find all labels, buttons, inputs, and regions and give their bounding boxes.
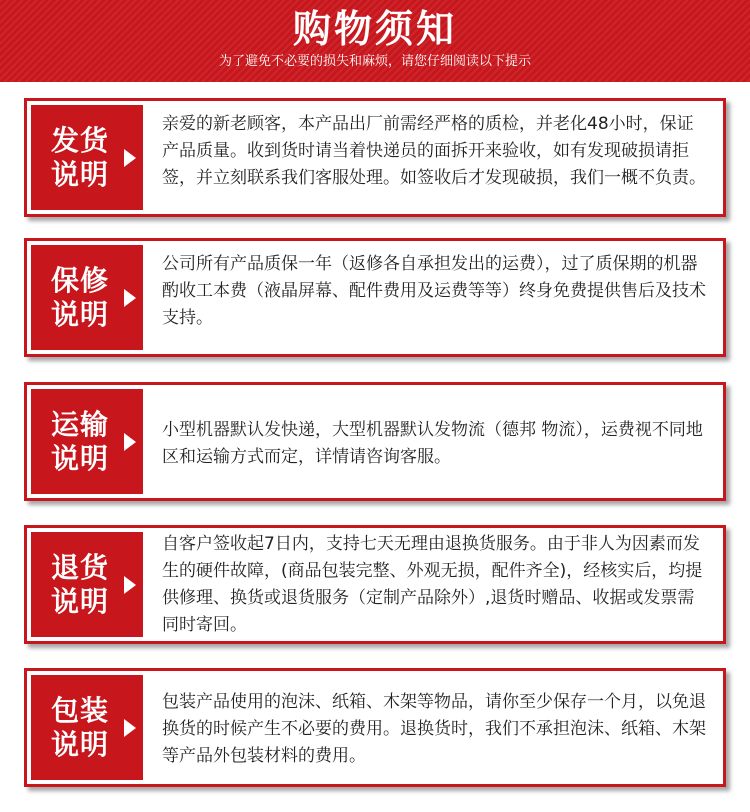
section-label-box [31,532,143,637]
section-label: 发货说明 [51,124,110,191]
triangle-right-icon [124,149,136,167]
notice-card-transport [24,382,726,501]
notice-card-warranty [24,238,726,357]
section-text: 包装产品使用的泡沫、纸箱、木架等物品，请你至少保存一个月，以免退换货的时候产生不必要的费用。退换货时，我们不承担泡沫、纸箱、木架等产品外包装材料的费用。 [162,692,706,766]
section-text: 亲爱的新老顾客，本产品出厂前需经严格的质检，并老化48小时，保证产品质量。收到货时请当着快递员的面拆开来验收，如有发现破损请拒签，并立刻联系我们客服处理。如签收后才发现破损，我们一概不负责。 [162,114,706,188]
triangle-right-icon [124,289,136,307]
page-subtitle: 为了避免不必要的损失和麻烦，请您仔细阅读以下提示 [218,54,531,69]
page-title: 购物须知 [292,7,457,51]
triangle-right-icon [124,433,136,451]
notice-card-packaging [24,668,726,787]
section-label: 包装说明 [51,694,110,761]
section-label: 退货说明 [51,551,110,618]
section-label: 保修说明 [51,264,110,331]
section-text: 公司所有产品质保一年（返修各自承担发出的运费），过了质保期的机器酌收工本费（液晶屏幕、配件费用及运费等等）终身免费提供售后及技术支持。 [162,254,706,328]
section-label-box [31,105,143,210]
section-label: 运输说明 [51,408,110,475]
section-label-box [31,245,143,350]
header-banner [0,0,750,82]
section-text: 自客户签收起7日内，支持七天无理由退换货服务。由于非人为因素而发生的硬件故障，(商品包装完整、外观无损，配件齐全)，经核实后，均提供修理、换货或退货服务（定制产品除外）,退货时赠品、收据或发票需同时寄回。 [162,534,703,635]
triangle-right-icon [124,719,136,737]
notice-card-shipping [24,98,726,217]
section-label-box [31,675,143,780]
notice-card-returns [24,525,726,644]
section-text: 小型机器默认发快递，大型机器默认发物流（德邦 物流），运费视不同地区和运输方式而定，详情请咨询客服。 [162,420,703,467]
triangle-right-icon [124,576,136,594]
section-label-box [31,389,143,494]
